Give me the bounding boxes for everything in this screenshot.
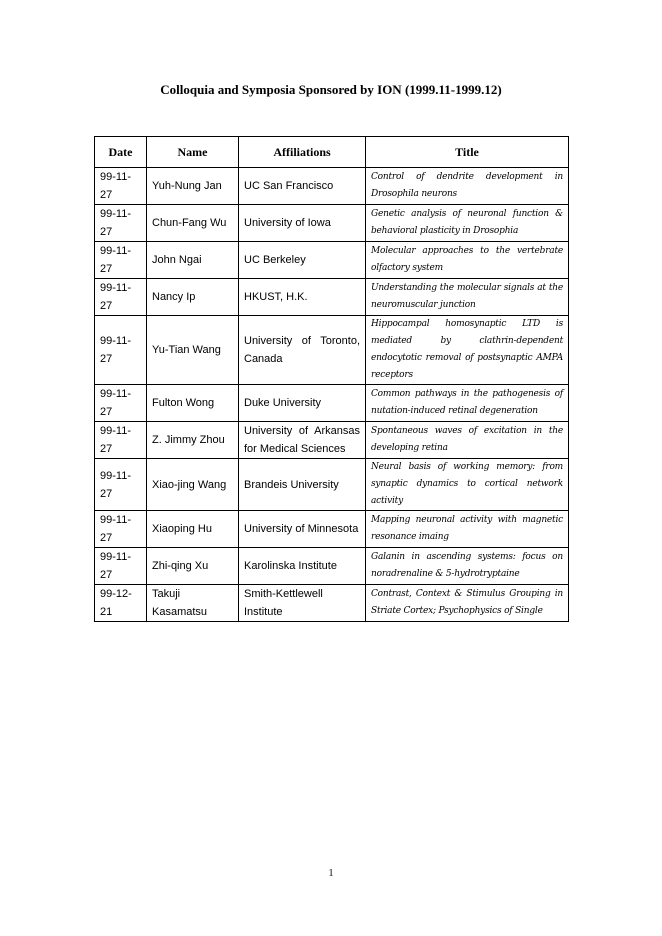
name-cell: Zhi-qing Xu [147,548,239,585]
title-cell: Galanin in ascending systems: focus on noradrenaline & 5-hydrotryptaine [366,548,569,585]
affiliation-cell: University of Iowa [239,205,366,242]
affiliation-cell: University of Toronto, Canada [239,316,366,385]
date-cell: 99-11-27 [95,422,147,459]
table-row [95,511,569,548]
page-title: Colloquia and Symposia Sponsored by ION (1999.11-1999.12) [160,82,502,97]
column-header: Affiliations [239,137,366,168]
date-cell: 99-11-27 [95,385,147,422]
table-row [95,422,569,459]
affiliation-cell: University of Arkansas for Medical Sciences [239,422,366,459]
affiliation-cell: Duke University [239,385,366,422]
title-cell: Genetic analysis of neuronal function & behavioral plasticity in Drosophia [366,205,569,242]
name-cell: Nancy Ip [147,279,239,316]
affiliation-cell: Smith-Kettlewell Institute [239,585,366,622]
title-cell: Hippocampal homosynaptic LTD is mediated by clathrin-dependent endocytotic removal of postsynaptic AMPA receptors [366,316,569,385]
name-cell: Fulton Wong [147,385,239,422]
name-cell: John Ngai [147,242,239,279]
name-cell: Yu-Tian Wang [147,316,239,385]
page-number: 1 [328,868,334,879]
table-row [95,168,569,205]
title-cell: Molecular approaches to the vertebrate olfactory system [366,242,569,279]
name-cell: Xiaoping Hu [147,511,239,548]
date-cell: 99-11-27 [95,242,147,279]
column-header: Name [147,137,239,168]
affiliation-cell: Karolinska Institute [239,548,366,585]
table-row [95,242,569,279]
table-row [95,316,569,385]
date-cell: 99-11-27 [95,316,147,385]
affiliation-cell: HKUST, H.K. [239,279,366,316]
table-header-row [95,137,569,168]
date-cell: 99-11-27 [95,511,147,548]
affiliation-cell: UC Berkeley [239,242,366,279]
date-cell: 99-11-27 [95,548,147,585]
title-cell: Contrast, Context & Stimulus Grouping in Striate Cortex; Psychophysics of Single [366,585,569,622]
title-cell: Understanding the molecular signals at the neuromuscular junction [366,279,569,316]
table-row [95,585,569,622]
affiliation-cell: UC San Francisco [239,168,366,205]
title-cell: Neural basis of working memory: from synaptic dynamics to cortical network activity [366,459,569,511]
column-header: Date [95,137,147,168]
affiliation-cell: Brandeis University [239,459,366,511]
column-header: Title [366,137,569,168]
table-row [95,205,569,242]
name-cell: Z. Jimmy Zhou [147,422,239,459]
title-cell: Common pathways in the pathogenesis of nutation-induced retinal degeneration [366,385,569,422]
table-row [95,385,569,422]
title-cell: Spontaneous waves of excitation in the developing retina [366,422,569,459]
name-cell: Xiao-jing Wang [147,459,239,511]
affiliation-cell: University of Minnesota [239,511,366,548]
name-cell: Yuh-Nung Jan [147,168,239,205]
colloquia-table [94,136,569,622]
name-cell: Takuji Kasamatsu [147,585,239,622]
date-cell: 99-11-27 [95,459,147,511]
title-cell: Control of dendrite development in Drosophila neurons [366,168,569,205]
table-row [95,548,569,585]
table-row [95,279,569,316]
date-cell: 99-11-27 [95,279,147,316]
table-row [95,459,569,511]
date-cell: 99-11-27 [95,205,147,242]
title-cell: Mapping neuronal activity with magnetic resonance imaing [366,511,569,548]
name-cell: Chun-Fang Wu [147,205,239,242]
date-cell: 99-12-21 [95,585,147,622]
date-cell: 99-11-27 [95,168,147,205]
